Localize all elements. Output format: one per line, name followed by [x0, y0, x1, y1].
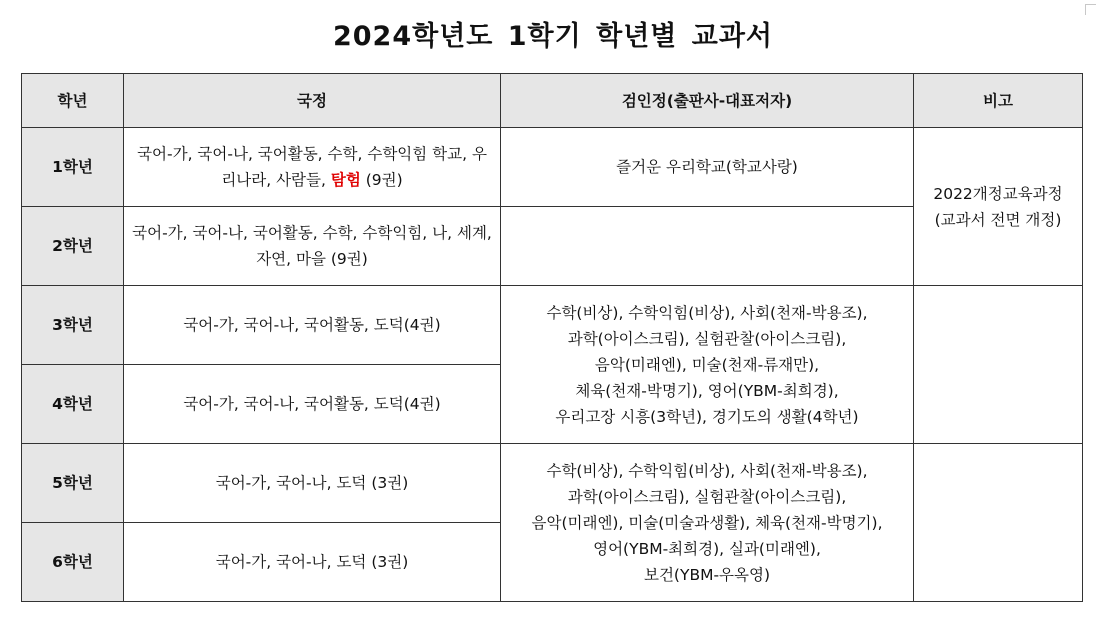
header-row [22, 74, 1083, 128]
grade-cell: 2학년 [22, 207, 124, 286]
national-cell: 국어-가, 국어-나, 도덕 (3권) [124, 444, 501, 523]
table-row [22, 444, 1083, 523]
table-row [22, 286, 1083, 365]
grade-cell: 6학년 [22, 523, 124, 602]
header-remarks: 비고 [914, 74, 1083, 128]
grade-cell: 4학년 [22, 365, 124, 444]
grade-cell: 1학년 [22, 128, 124, 207]
header-authorized: 검인정(출판사-대표저자) [501, 74, 914, 128]
table-row [22, 128, 1083, 207]
national-cell: 국어-가, 국어-나, 국어활동, 수학, 수학익힘 학교, 우리나라, 사람들, 탐험 (9권) [124, 128, 501, 207]
authorized-cell: 수학(비상), 수학익힘(비상), 사회(천재-박용조), 과학(아이스크림), 실험관찰(아이스크림), 음악(미래엔), 미술(천재-류재만), 체육(천재-박명기), 영어(YBM-최희경), 우리고장 시흥(3학년), 경기도의 생활(4학년) [501, 286, 914, 444]
national-cell: 국어-가, 국어-나, 국어활동, 수학, 수학익힘, 나, 세계, 자연, 마을 (9권) [124, 207, 501, 286]
highlight-text: 탐험 [330, 171, 361, 189]
authorized-cell: 수학(비상), 수학익힘(비상), 사회(천재-박용조), 과학(아이스크림), 실험관찰(아이스크림), 음악(미래엔), 미술(미술과생활), 체육(천재-박명기), 영어(YBM-최희경), 실과(미래엔), 보건(YBM-우옥영) [501, 444, 914, 602]
authorized-cell: 즐거운 우리학교(학교사랑) [501, 128, 914, 207]
page-title: 2024학년도 1학기 학년별 교과서 [332, 21, 774, 52]
header-grade: 학년 [22, 74, 124, 128]
remarks-cell: 2022개정교육과정 (교과서 전면 개정) [914, 128, 1083, 286]
remarks-cell-empty [914, 286, 1083, 444]
grade-cell: 3학년 [22, 286, 124, 365]
grade-cell: 5학년 [22, 444, 124, 523]
authorized-cell-empty [501, 207, 914, 286]
national-cell: 국어-가, 국어-나, 국어활동, 도덕(4권) [124, 286, 501, 365]
national-cell: 국어-가, 국어-나, 국어활동, 도덕(4권) [124, 365, 501, 444]
national-cell: 국어-가, 국어-나, 도덕 (3권) [124, 523, 501, 602]
header-national: 국정 [124, 74, 501, 128]
remarks-cell-empty [914, 444, 1083, 602]
textbook-table [21, 73, 1083, 602]
